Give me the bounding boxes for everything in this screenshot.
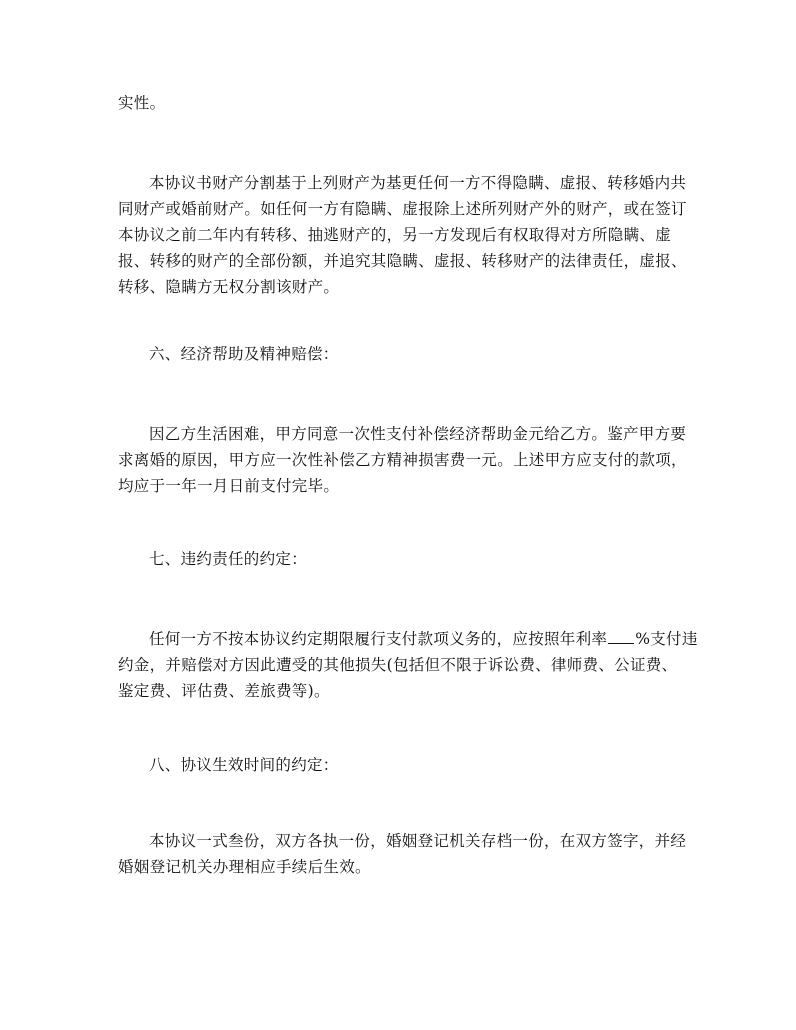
section7-paragraph (118, 626, 698, 704)
paragraph-line: 实性。 (118, 94, 166, 112)
section-heading: 七、违约责任的约定： (149, 550, 308, 568)
paragraph-line: 均应于一年一月日前支付完毕。 (118, 477, 340, 495)
paragraph-line: 鉴定费、评估费、差旅费等)。 (118, 682, 330, 700)
paragraph-line: 婚姻登记机关办理相应手续后生效。 (118, 858, 371, 876)
paragraph-line (118, 626, 698, 652)
section8-heading (118, 752, 688, 778)
section7-heading (118, 546, 688, 572)
interest-rate-blank (608, 629, 634, 644)
section-heading: 六、经济帮助及精神赔偿： (149, 345, 339, 363)
section8-paragraph (118, 828, 688, 880)
paragraph-line: 同财产或婚前财产。如任何一方有隐瞒、虚报除上述所列财产外的财产，或在签订 (118, 200, 687, 218)
section6-heading (118, 341, 688, 367)
continuation-paragraph (118, 90, 688, 116)
paragraph-line: 本协议一式叁份，双方各执一份，婚姻登记机关存档一份，在双方签字，并经 (149, 832, 687, 850)
paragraph-line: 本协议之前二年内有转移、抽逃财产的，另一方发现后有权取得对方所隐瞒、虚 (118, 226, 672, 244)
section6-paragraph (118, 421, 688, 499)
section-heading: 八、协议生效时间的约定： (149, 756, 339, 774)
property-clause-paragraph (118, 170, 688, 300)
paragraph-line: 报、转移的财产的全部份额，并追究其隐瞒、虚报、转移财产的法律责任，虚报、 (118, 252, 687, 270)
paragraph-line: 因乙方生活困难，甲方同意一次性支付补偿经济帮助金元给乙方。鉴产甲方要 (149, 425, 687, 443)
line-text-before-blank: 任何一方不按本协议约定期限履行支付款项义务的，应按照年利率 (149, 630, 608, 648)
paragraph-line: 求离婚的原因，甲方应一次性补偿乙方精神损害费一元。上述甲方应支付的款项， (118, 451, 687, 469)
paragraph-line: 转移、隐瞒方无权分割该财产。 (118, 278, 340, 296)
paragraph-line: 约金，并赔偿对方因此遭受的其他损失(包括但不限于诉讼费、律师费、公证费、 (118, 656, 678, 674)
paragraph-line: 本协议书财产分割基于上列财产为基更任何一方不得隐瞒、虚报、转移婚内共 (149, 174, 687, 192)
line-text-after-blank: %支付违 (635, 630, 698, 648)
